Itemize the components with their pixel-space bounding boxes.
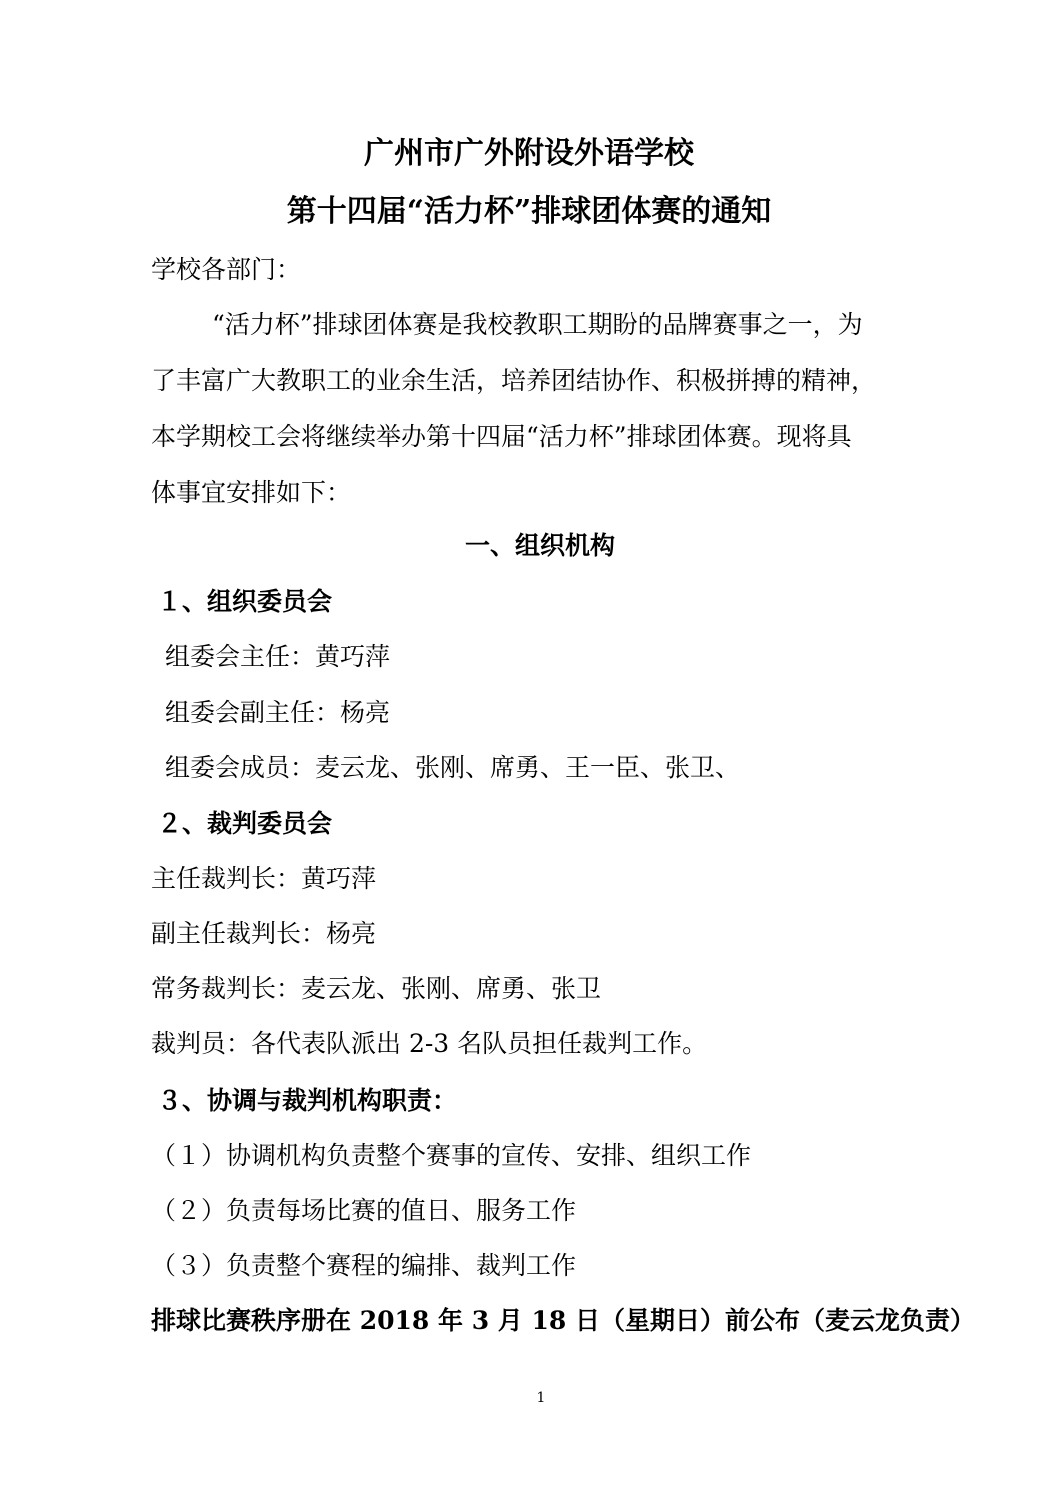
committee-director: 组委会主任：黄巧萍 <box>165 642 391 671</box>
section-heading-organization: 一、组织机构 <box>465 531 616 560</box>
salutation: 学校各部门： <box>151 255 302 284</box>
duty-item-1: （１）协调机构负责整个赛事的宣传、安排、组织工作 <box>151 1141 752 1170</box>
chief-referee: 主任裁判长：黄巧萍 <box>151 864 377 893</box>
intro-line-2: 了丰富广大教职工的业余生活，培养团结协作、积极拼搏的精神， <box>151 366 877 395</box>
page-number: 1 <box>536 1390 546 1406</box>
intro-line-1: “活力杯”排球团体赛是我校教职工期盼的品牌赛事之一，为 <box>212 310 863 339</box>
executive-referees: 常务裁判长：麦云龙、张刚、席勇、张卫 <box>151 974 602 1003</box>
document-title-line-1: 广州市广外附设外语学校 <box>364 136 694 171</box>
committee-deputy-director: 组委会副主任：杨亮 <box>165 698 391 727</box>
referees: 裁判员：各代表队派出 2-3 名队员担任裁判工作。 <box>151 1029 708 1058</box>
document-title-line-2: 第十四届“活力杯”排球团体赛的通知 <box>286 194 772 229</box>
duty-item-3: （３）负责整个赛程的编排、裁判工作 <box>151 1251 577 1280</box>
committee-members: 组委会成员：麦云龙、张刚、席勇、王一臣、张卫、 <box>165 753 741 782</box>
deputy-chief-referee: 副主任裁判长：杨亮 <box>151 919 377 948</box>
subheading-duties: ３、协调与裁判机构职责： <box>157 1086 458 1115</box>
intro-line-3: 本学期校工会将继续举办第十四届“活力杯”排球团体赛。现将具 <box>151 422 852 451</box>
subheading-organizing-committee: １、组织委员会 <box>157 587 333 616</box>
schedule-note: 排球比赛秩序册在 2018 年 3 月 18 日（星期日）前公布（麦云龙负责） <box>151 1306 975 1335</box>
subheading-referee-committee: ２、裁判委员会 <box>157 809 333 838</box>
intro-line-4: 体事宜安排如下： <box>151 478 352 507</box>
duty-item-2: （２）负责每场比赛的值日、服务工作 <box>151 1196 577 1225</box>
